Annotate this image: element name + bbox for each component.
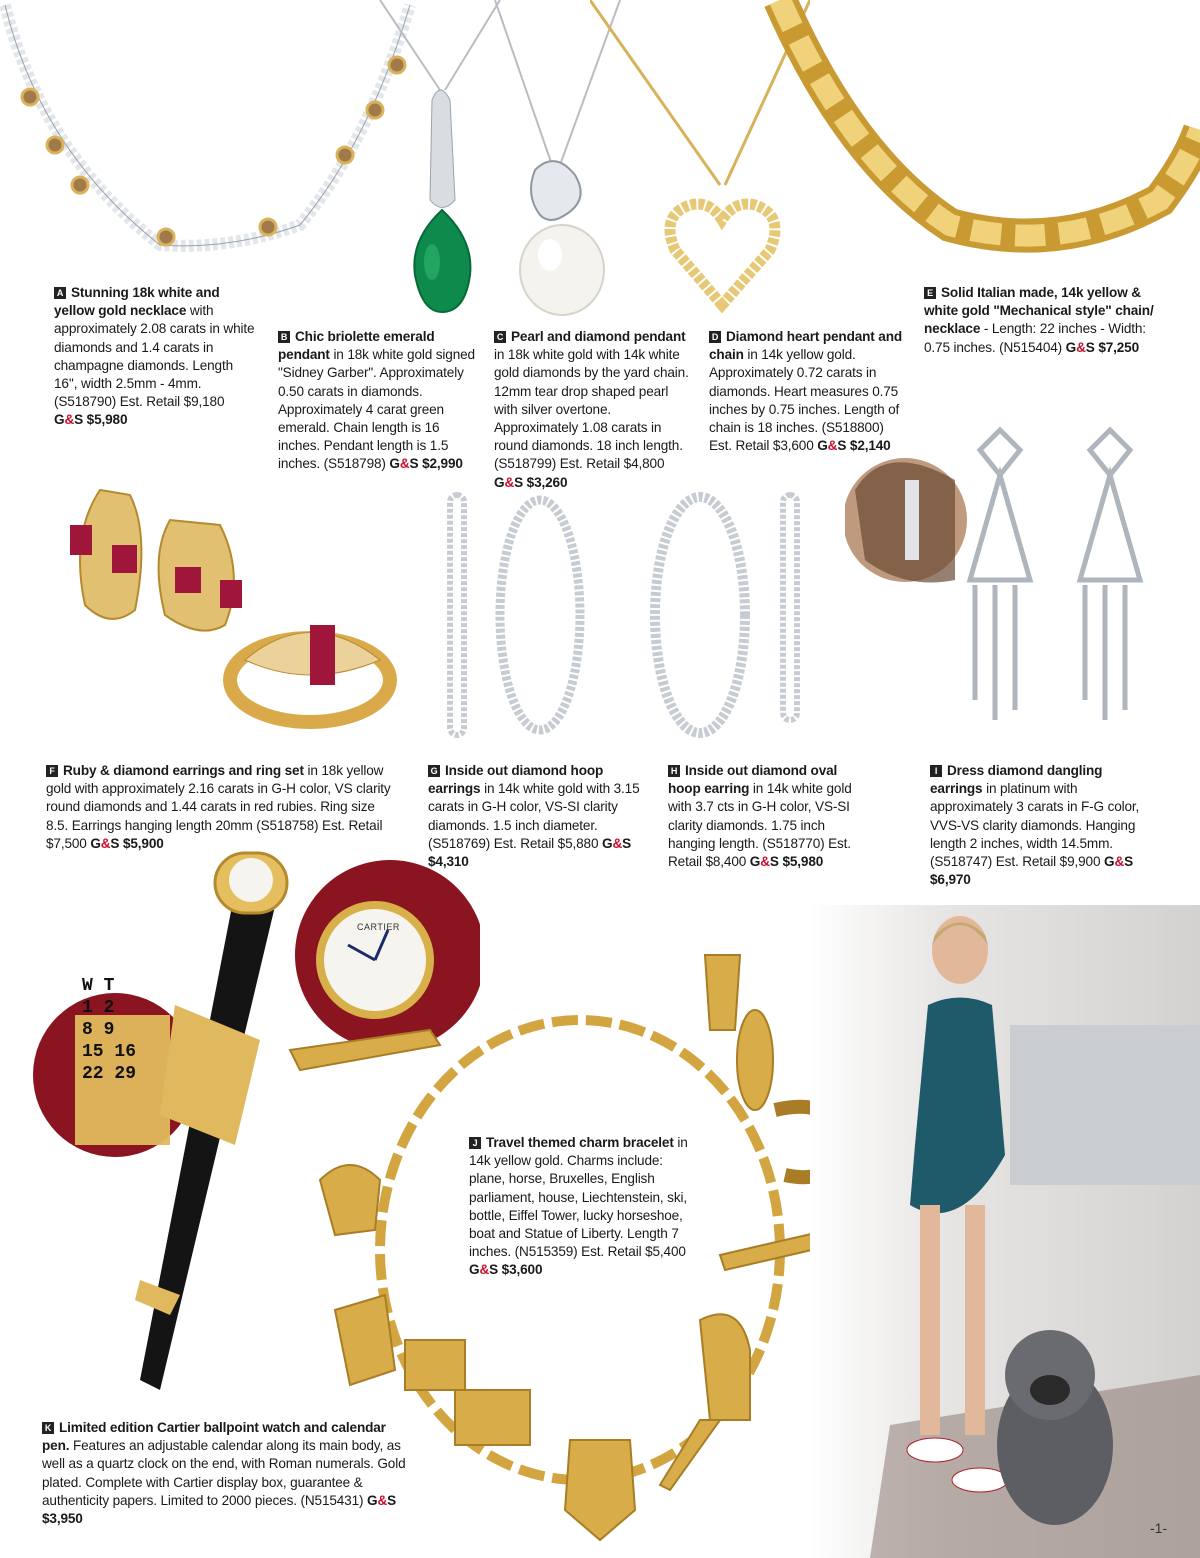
calendar-digit: 8 bbox=[82, 1020, 93, 1040]
gold-chain-image bbox=[760, 0, 1200, 265]
caption-e bbox=[924, 284, 1160, 357]
item-heading: Diamond heart pendant and chain bbox=[709, 329, 903, 363]
item-description: in 14k white gold with 3.7 cts in G-H color, VS-SI clarity diamonds. 1.75 inch hanging length. (S518770) Est. Retail $8,400 bbox=[668, 781, 852, 870]
item-letter-badge: C bbox=[494, 331, 506, 343]
item-heading: Pearl and diamond pendant bbox=[511, 329, 686, 344]
calendar-digit: 9 bbox=[103, 1020, 115, 1040]
item-heading: Limited edition Cartier ballpoint watch and calendar pen. bbox=[42, 1420, 386, 1454]
caption-k bbox=[42, 1419, 412, 1528]
calendar-digit: 15 bbox=[82, 1042, 104, 1062]
item-price: $4,310 bbox=[428, 854, 469, 870]
item-price: $7,250 bbox=[1098, 339, 1140, 355]
calendar-digit: 29 bbox=[114, 1064, 137, 1084]
item-description: in 14k white gold with 3.15 carats in G-H color, VS-SI clarity diamonds. 1.5 inch diameter. (S518769) Est. Retail $5,880 bbox=[428, 781, 640, 851]
item-price: $3,260 bbox=[526, 474, 568, 490]
ruby-earrings-ring-image bbox=[60, 475, 400, 745]
item-letter-badge: H bbox=[668, 765, 680, 777]
item-heading: Solid Italian made, 14k yellow & white gold "Mechanical style" chain/ necklace bbox=[924, 285, 1154, 337]
item-letter-badge: J bbox=[469, 1137, 481, 1149]
watch-dial-brand: CARTIER bbox=[357, 922, 400, 932]
pen-calendar-digits bbox=[82, 975, 166, 1085]
item-price: $3,600 bbox=[501, 1262, 543, 1278]
item-heading: Travel themed charm bracelet bbox=[486, 1135, 674, 1150]
caption-a bbox=[54, 284, 256, 430]
item-description: in 18k white gold signed "Sidney Garber". Approximately 0.50 carats in diamonds. Approximately 4 carat green emerald. Chain length is 16 inches. Pendant length is 1.5 inches. (S518798) bbox=[278, 347, 475, 472]
brand-gs: G&S bbox=[54, 412, 84, 428]
diamond-necklace-image bbox=[0, 0, 420, 260]
caption-c bbox=[494, 328, 692, 492]
oval-hoop-earrings-image bbox=[640, 490, 820, 740]
item-letter-badge: F bbox=[46, 765, 58, 777]
caption-i bbox=[930, 762, 1142, 889]
caption-d bbox=[709, 328, 903, 455]
calendar-digit: 16 bbox=[114, 1042, 137, 1062]
item-heading: Dress diamond dangling earrings bbox=[930, 763, 1103, 797]
brand-gs: G&S bbox=[817, 438, 847, 454]
item-description: in platinum with approximately 3 carats in F-G color, VVS-VS clarity diamonds. Hanging length 2 inches, width 14.5mm. (S518747) Est. Retail $9,900 bbox=[930, 781, 1140, 870]
diamond-hoop-earrings-image bbox=[430, 490, 590, 740]
item-description: in 14k yellow gold. Charms include: plane, horse, Bruxelles, English parliament, house, Liechtenstein, ski, bottle, Eiffel Tower, lucky horseshoe, boat and Statue of Liberty. Length 7 inches. (N515359) Est. Retail $5,400 bbox=[469, 1135, 688, 1260]
caption-h bbox=[668, 762, 864, 871]
item-letter-badge: D bbox=[709, 331, 721, 343]
calendar-digit: 22 bbox=[82, 1064, 104, 1084]
item-heading: Ruby & diamond earrings and ring set bbox=[63, 763, 304, 778]
caption-f bbox=[46, 762, 398, 853]
item-heading: Inside out diamond oval hoop earring bbox=[668, 763, 838, 797]
item-letter-badge: G bbox=[428, 765, 440, 777]
item-description: - Length: 22 inches - Width: 0.75 inches. (N515404) bbox=[924, 321, 1146, 355]
item-heading: Inside out diamond hoop earrings bbox=[428, 763, 604, 797]
caption-b bbox=[278, 328, 480, 474]
item-letter-badge: B bbox=[278, 331, 290, 343]
calendar-digit: W bbox=[82, 976, 93, 996]
item-letter-badge: A bbox=[54, 287, 66, 299]
brand-gs: G&S bbox=[749, 854, 779, 870]
dangling-earrings-image bbox=[845, 420, 1185, 730]
model-with-dog-photo bbox=[810, 905, 1200, 1558]
item-description: in 18k white gold with 14k white gold diamonds by the yard chain. 12mm tear drop shaped pearl with silver overtone. Approximately 1.08 carats in round diamonds. 18 inch length. (S518799) Est. Retail $4,800 bbox=[494, 347, 689, 472]
item-letter-badge: I bbox=[930, 765, 942, 777]
item-price: $5,980 bbox=[86, 412, 128, 428]
item-description: with approximately 2.08 carats in white diamonds and 1.4 carats in champagne diamonds. Length 16'', width 2.5mm - 4mm. (S518790) Est. Retail $9,180 bbox=[54, 303, 255, 410]
item-description: in 14k yellow gold. Approximately 0.72 carats in diamonds. Heart measures 0.75 inches by 0.75 inches. Length of chain is 18 inches. (S518800) Est. Retail $3,600 bbox=[709, 347, 900, 454]
item-price: $3,950 bbox=[42, 1511, 83, 1527]
brand-gs: G&S bbox=[1104, 854, 1134, 870]
item-price: $5,980 bbox=[782, 854, 824, 870]
brand-gs: G&S bbox=[367, 1492, 397, 1508]
brand-gs: G&S bbox=[602, 835, 632, 851]
brand-gs: G&S bbox=[469, 1262, 499, 1278]
caption-j bbox=[469, 1134, 695, 1280]
item-heading: Chic briolette emerald pendant bbox=[278, 329, 435, 363]
item-price: $2,990 bbox=[422, 456, 463, 472]
item-price: $5,900 bbox=[122, 835, 164, 851]
calendar-digit: 1 bbox=[82, 998, 93, 1018]
page-number: -1- bbox=[1150, 1520, 1168, 1536]
item-description: Features an adjustable calendar along its main body, as well as a quartz clock on the end, with Roman numerals. Gold plated. Complete with Cartier display box, guarantee & authenticity papers. Limited to 2000 pieces. (N515431) bbox=[42, 1438, 406, 1508]
item-description: in 18k yellow gold with approximately 2.16 carats in G-H color, VS clarity round diamonds and 1.44 carats in red rubies. Ring size 8.5. Earrings hanging length 20mm (S518758) Est. Retail $7,500 bbox=[46, 763, 391, 851]
item-letter-badge: E bbox=[924, 287, 936, 299]
caption-g bbox=[428, 762, 650, 871]
brand-gs: G&S bbox=[494, 474, 524, 490]
brand-gs: G&S bbox=[90, 835, 120, 851]
brand-gs: G&S bbox=[389, 456, 419, 472]
calendar-digit: T bbox=[103, 976, 115, 996]
brand-gs: G&S bbox=[1065, 339, 1095, 355]
item-price: $6,970 bbox=[930, 872, 971, 888]
item-price: $2,140 bbox=[849, 438, 891, 454]
item-heading: Stunning 18k white and yellow gold necklace bbox=[54, 285, 220, 319]
item-letter-badge: K bbox=[42, 1422, 54, 1434]
calendar-digit: 2 bbox=[103, 998, 115, 1018]
